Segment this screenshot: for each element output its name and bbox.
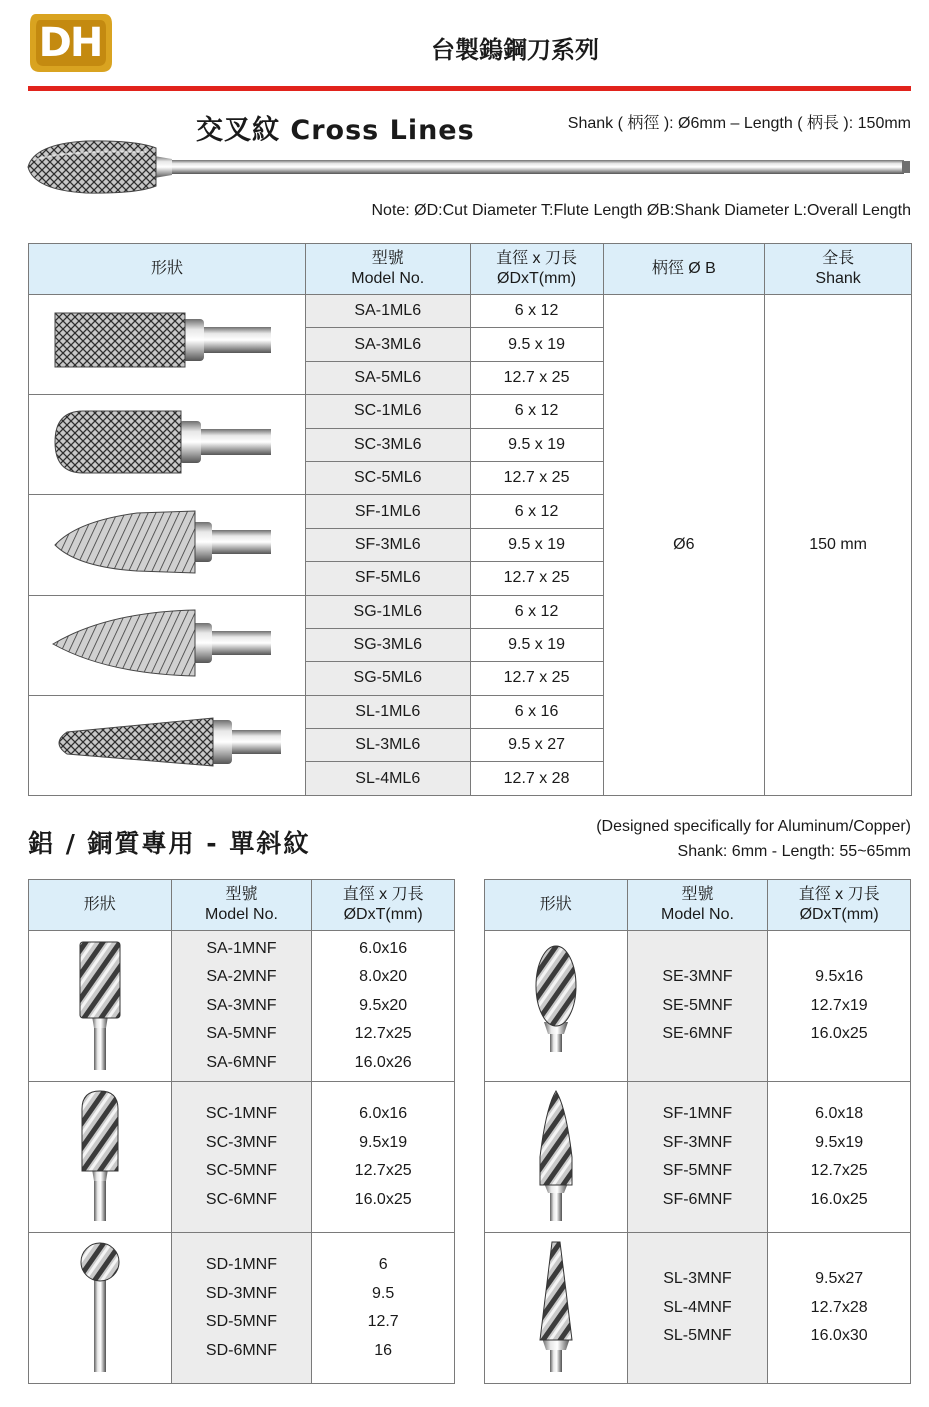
col-length-en: Shank xyxy=(815,270,861,287)
aluminum-table-right xyxy=(484,879,911,1384)
model-cell: SG-5ML6 xyxy=(305,662,470,695)
model-cell: SL-3ML6 xyxy=(305,729,470,762)
shank-diameter-cell: Ø6 xyxy=(603,295,765,796)
aluminum-info-line1: (Designed specifically for Aluminum/Copper) xyxy=(596,818,911,835)
table-header-row xyxy=(29,880,455,931)
model-cell xyxy=(627,931,768,1082)
cylinder-aluminum-bur-icon xyxy=(70,936,130,1072)
model-cell xyxy=(627,1082,768,1233)
col-size-en: ØDxT(mm) xyxy=(343,906,423,923)
col-size xyxy=(312,880,455,931)
size-cell: 9.5 x 19 xyxy=(470,528,603,561)
size-value: 9.5x19 xyxy=(359,1133,408,1151)
size-cell xyxy=(312,931,455,1082)
length-cell: 150 mm xyxy=(765,295,912,796)
size-cell: 12.7 x 25 xyxy=(470,562,603,595)
cylinder-bur-icon xyxy=(47,297,287,387)
tree-radius-bur-icon xyxy=(47,497,287,587)
col-length-zh: 全長 xyxy=(822,250,855,267)
table-row xyxy=(29,295,912,328)
model-value: SD-1MNF xyxy=(205,1256,277,1273)
size-cell: 6 x 12 xyxy=(470,495,603,528)
size-value: 9.5x19 xyxy=(815,1133,864,1151)
aluminum-title: 鋁 / 銅質專用 - 單斜紋 xyxy=(28,829,311,858)
taper-aluminum-bur-icon xyxy=(526,1238,586,1374)
size-cell: 6 x 12 xyxy=(470,395,603,428)
col-size xyxy=(768,880,911,931)
model-cell: SA-3ML6 xyxy=(305,328,470,361)
col-size-zh: 直徑 x 刀長 xyxy=(496,250,578,267)
model-cell: SC-5ML6 xyxy=(305,461,470,494)
col-size xyxy=(470,244,603,295)
table-header-row xyxy=(485,880,911,931)
model-cell xyxy=(627,1233,768,1384)
model-value: SF-5MNF xyxy=(662,1162,733,1179)
size-value: 16.0x25 xyxy=(810,1025,868,1043)
size-cell xyxy=(768,1233,911,1384)
col-model-en: Model No. xyxy=(204,906,278,923)
size-value: 8.0x20 xyxy=(359,968,408,986)
cross-lines-title: 交叉紋 Cross Lines xyxy=(196,115,475,146)
model-value: SL-5MNF xyxy=(663,1327,732,1345)
col-size-en: ØDxT(mm) xyxy=(497,270,577,287)
cross-lines-note: Note: ØD:Cut Diameter T:Flute Length ØB:Shank Diameter L:Overall Length xyxy=(371,202,911,219)
long-shank-bur-icon xyxy=(26,138,910,196)
size-cell: 12.7 x 25 xyxy=(470,361,603,394)
model-cell xyxy=(171,931,312,1082)
model-cell: SA-5ML6 xyxy=(305,361,470,394)
size-value: 12.7x25 xyxy=(354,1025,412,1043)
header-divider xyxy=(28,86,911,91)
size-value: 9.5x16 xyxy=(815,968,864,986)
col-model-zh: 型號 xyxy=(681,886,714,903)
taper-radius-bur-icon xyxy=(47,698,287,788)
model-cell: SG-1ML6 xyxy=(305,595,470,628)
size-value: 12.7x25 xyxy=(354,1162,412,1179)
model-cell: SC-1ML6 xyxy=(305,395,470,428)
cross-lines-table xyxy=(28,243,912,796)
model-cell: SF-3ML6 xyxy=(305,528,470,561)
model-cell: SF-1ML6 xyxy=(305,495,470,528)
model-value: SF-3MNF xyxy=(662,1133,733,1151)
size-cell xyxy=(312,1233,455,1384)
col-model-en: Model No. xyxy=(351,270,425,287)
table-row xyxy=(485,1082,911,1233)
model-value: SE-5MNF xyxy=(662,996,733,1014)
col-shank-diameter: 柄徑 Ø B xyxy=(603,244,765,295)
size-cell: 9.5 x 19 xyxy=(470,328,603,361)
company-logo xyxy=(26,10,114,76)
shape-cell xyxy=(29,395,306,495)
size-cell: 9.5 x 19 xyxy=(470,628,603,661)
size-cell: 6 x 12 xyxy=(470,295,603,328)
size-value: 6.0x16 xyxy=(359,1105,408,1122)
size-cell: 12.7 x 25 xyxy=(470,461,603,494)
col-model-zh: 型號 xyxy=(371,250,404,267)
ball-aluminum-bur-icon xyxy=(70,1238,130,1374)
size-value: 9.5 xyxy=(372,1284,395,1302)
model-value: SD-3MNF xyxy=(205,1284,277,1302)
model-value: SL-3MNF xyxy=(663,1270,732,1288)
size-value: 9.5x20 xyxy=(359,996,408,1014)
table-row xyxy=(29,931,455,1082)
model-value: SC-1MNF xyxy=(205,1105,277,1122)
ball-nose-cylinder-bur-icon xyxy=(47,397,287,487)
model-value: SE-6MNF xyxy=(662,1025,733,1043)
size-value: 12.7x25 xyxy=(810,1162,868,1179)
model-value: SA-3MNF xyxy=(206,996,277,1014)
ball-nose-aluminum-bur-icon xyxy=(70,1087,130,1223)
size-cell: 12.7 x 25 xyxy=(470,662,603,695)
tree-pointed-bur-icon xyxy=(47,598,287,688)
size-cell xyxy=(312,1082,455,1233)
model-cell xyxy=(171,1082,312,1233)
table-row xyxy=(485,1233,911,1384)
shape-cell xyxy=(29,1082,172,1233)
shape-cell xyxy=(29,495,306,595)
model-cell: SL-4ML6 xyxy=(305,762,470,795)
model-value: SF-1MNF xyxy=(662,1105,733,1122)
size-value: 9.5x27 xyxy=(815,1270,864,1288)
size-value: 16.0x26 xyxy=(354,1053,412,1071)
model-value: SC-6MNF xyxy=(205,1190,277,1208)
size-value: 16 xyxy=(374,1341,393,1359)
shape-cell xyxy=(29,295,306,395)
model-value: SA-6MNF xyxy=(206,1053,277,1071)
model-cell: SF-5ML6 xyxy=(305,562,470,595)
shape-cell xyxy=(485,931,628,1082)
model-value: SA-2MNF xyxy=(206,968,277,986)
table-row xyxy=(485,931,911,1082)
col-model xyxy=(627,880,768,931)
shape-cell xyxy=(485,1233,628,1384)
col-size-zh: 直徑 x 刀長 xyxy=(798,886,880,903)
size-cell: 6 x 12 xyxy=(470,595,603,628)
size-value: 16.0x25 xyxy=(810,1190,868,1208)
logo-text: DH xyxy=(38,20,102,66)
page-title: 台製鎢鋼刀系列 xyxy=(431,36,599,64)
size-cell: 9.5 x 27 xyxy=(470,729,603,762)
size-value: 12.7 xyxy=(367,1313,399,1330)
col-model-en: Model No. xyxy=(660,906,734,923)
col-shape: 形狀 xyxy=(29,244,306,295)
table-row xyxy=(29,1233,455,1384)
model-value: SL-4MNF xyxy=(663,1298,732,1316)
shape-cell xyxy=(29,595,306,695)
model-cell xyxy=(171,1233,312,1384)
size-value: 16.0x30 xyxy=(810,1327,868,1345)
oval-aluminum-bur-icon xyxy=(526,936,586,1072)
col-shape: 形狀 xyxy=(485,880,628,931)
tree-radius-aluminum-bur-icon xyxy=(526,1087,586,1223)
table-row xyxy=(29,1082,455,1233)
aluminum-info-line2: Shank: 6mm - Length: 55~65mm xyxy=(677,843,911,860)
model-value: SF-6MNF xyxy=(662,1190,733,1208)
model-cell: SC-3ML6 xyxy=(305,428,470,461)
col-size-zh: 直徑 x 刀長 xyxy=(342,886,424,903)
shape-cell xyxy=(29,931,172,1082)
model-value: SA-5MNF xyxy=(206,1025,277,1043)
model-cell: SA-1ML6 xyxy=(305,295,470,328)
size-value: 6.0x18 xyxy=(815,1105,864,1122)
model-cell: SL-1ML6 xyxy=(305,695,470,728)
col-length xyxy=(765,244,912,295)
size-value: 6.0x16 xyxy=(359,939,408,957)
aluminum-table-left xyxy=(28,879,455,1384)
size-cell: 9.5 x 19 xyxy=(470,428,603,461)
shape-cell xyxy=(29,695,306,795)
size-value: 16.0x25 xyxy=(354,1190,412,1208)
model-value: SC-5MNF xyxy=(205,1162,277,1179)
model-value: SC-3MNF xyxy=(205,1133,277,1151)
model-value: SA-1MNF xyxy=(206,939,277,957)
model-cell: SG-3ML6 xyxy=(305,628,470,661)
model-value: SD-6MNF xyxy=(205,1341,277,1359)
size-cell xyxy=(768,1082,911,1233)
col-size-en: ØDxT(mm) xyxy=(799,906,879,923)
col-shape: 形狀 xyxy=(29,880,172,931)
size-cell xyxy=(768,931,911,1082)
shape-cell xyxy=(29,1233,172,1384)
shape-cell xyxy=(485,1082,628,1233)
col-model-zh: 型號 xyxy=(225,886,258,903)
table-header-row xyxy=(29,244,912,295)
model-value: SE-3MNF xyxy=(662,968,733,986)
model-value: SD-5MNF xyxy=(205,1313,277,1330)
col-model xyxy=(171,880,312,931)
size-value: 6 xyxy=(378,1256,388,1273)
size-value: 12.7x19 xyxy=(810,996,868,1014)
size-value: 12.7x28 xyxy=(810,1298,868,1316)
cross-lines-shank-info: Shank ( 柄徑 ): Ø6mm – Length ( 柄長 ): 150mm xyxy=(567,115,911,132)
col-model xyxy=(305,244,470,295)
size-cell: 12.7 x 28 xyxy=(470,762,603,795)
size-cell: 6 x 16 xyxy=(470,695,603,728)
